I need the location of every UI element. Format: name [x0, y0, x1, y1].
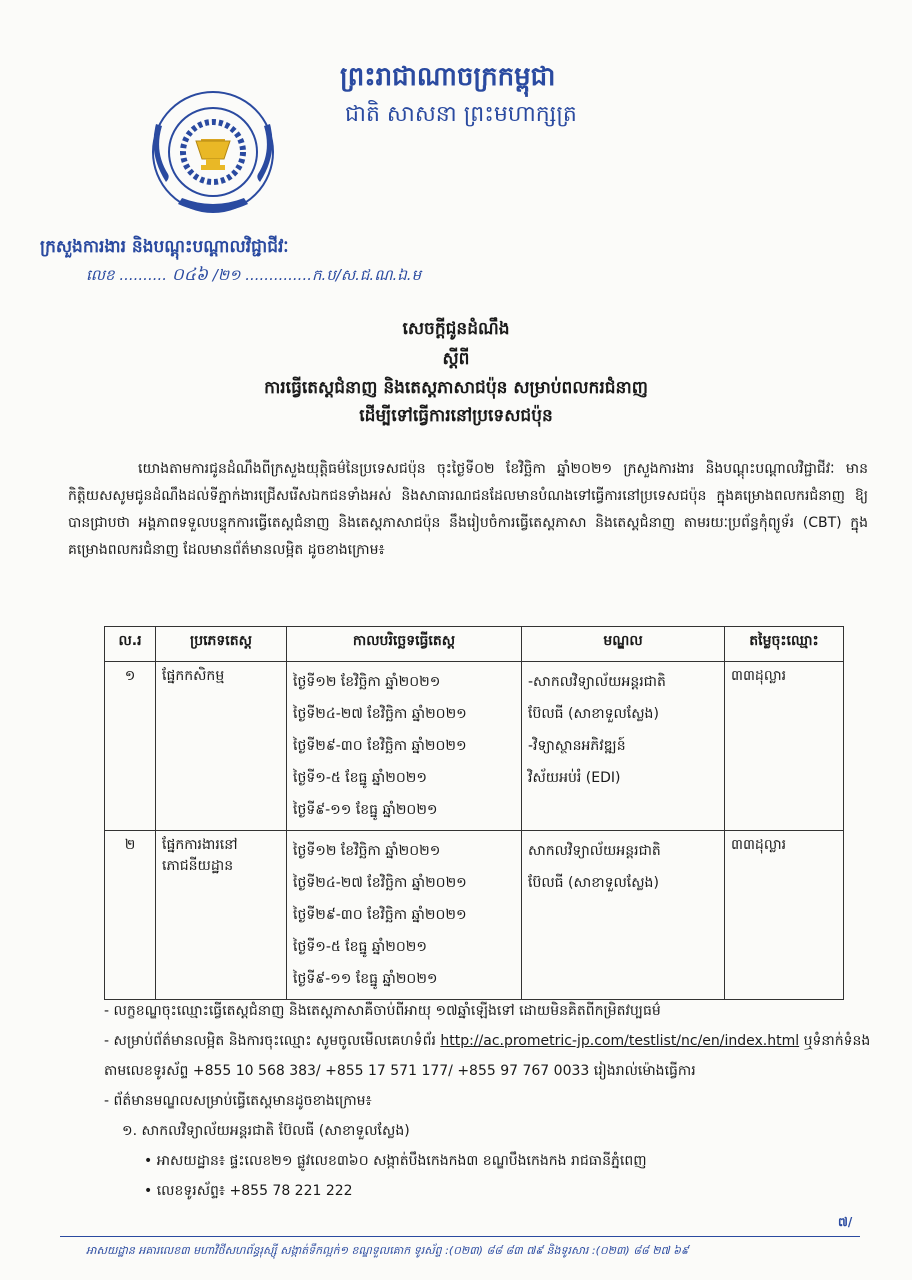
ref-label: លេខ ..........: [86, 266, 168, 284]
ref-year: /២១: [212, 266, 241, 284]
date-item: ថ្ងៃទី៩-១១ ខែធ្នូ ឆ្នាំ២០២១: [293, 971, 438, 987]
center-line: វិស័យអប់រំ (EDI): [528, 770, 621, 786]
table-row: [105, 662, 844, 831]
table-row: [105, 831, 844, 1000]
note-centers-heading: - ព័ត៌មានមណ្ឌលសម្រាប់ធ្វើតេស្តមានដូចខាងក្រោម៖: [104, 1093, 372, 1109]
row-fee: ៣៣ដុល្លារ: [725, 662, 844, 831]
row-fee: ៣៣ដុល្លារ: [725, 831, 844, 1000]
national-motto: ជាតិ សាសនា ព្រះមហាក្សត្រ: [345, 102, 577, 127]
note-age-requirement: - លក្ខខណ្ឌចុះឈ្មោះធ្វើតេស្តជំនាញ និងតេស្តភាសាគឺចាប់ពីអាយុ ១៧ឆ្នាំឡើងទៅ ដោយមិនគិតពីកម្រិតវប្បធម៌: [104, 1003, 661, 1019]
page-mark: ៧/: [838, 1215, 853, 1229]
registration-link[interactable]: http://ac.prometric-jp.com/testlist/nc/en/index.html: [440, 1033, 800, 1049]
center-line: សាកលវិទ្យាល័យអន្តរជាតិ: [528, 843, 661, 859]
center-item: ១. សាកលវិទ្យាល័យអន្តរជាតិ ប៊ែលធី (សាខាទួលស្លែង): [122, 1123, 410, 1139]
center-line: -វិទ្យាស្ថានអភិវឌ្ឍន៍: [528, 738, 626, 754]
footer-divider: [60, 1236, 860, 1237]
notice-subject: ការធ្វើតេស្តជំនាញ និងតេស្តភាសាជប៉ុន សម្រាប់ពលករជំនាញ: [264, 378, 648, 398]
row-number: ២: [105, 831, 156, 1000]
note-contact-phone: ឬទំនាក់ទំនងតាមលេខទូរស័ព្ទ +855 10 568 383/ +855 17 571 177/ +855 97 767 0033 រៀងរាល់ម៉ោងធ្វើការ: [104, 1033, 871, 1079]
note-registration-text: - សម្រាប់ព័ត៌មានលម្អិត និងការចុះឈ្មោះ សូមចូលមើលគេហទំព័រ: [104, 1033, 436, 1049]
row-number: ១: [105, 662, 156, 831]
date-item: ថ្ងៃទី២៤-២៧ ខែវិច្ឆិកា ឆ្នាំ២០២១: [293, 875, 467, 891]
kingdom-heading: ព្រះរាជាណាចក្រកម្ពុជា: [340, 62, 556, 92]
col-header-type: ប្រភេទតេស្ត: [156, 627, 287, 662]
ministry-name: ក្រសួងការងារ និងបណ្តុះបណ្តាលវិជ្ជាជីវៈ: [40, 237, 289, 257]
notice-title: សេចក្តីជូនដំណឹង: [402, 319, 510, 339]
center-address: • អាសយដ្ឋាន៖ ផ្ទះលេខ២១ ផ្លូវលេខ៣៦០ សង្កាត់បឹងកេងកង៣ ខណ្ឌបឹងកេងកង រាជធានីភ្នំពេញ: [144, 1153, 647, 1169]
row-center: [522, 831, 725, 1000]
row-test-type: ផ្នែកការងារនៅភោជនីយដ្ឋាន: [156, 831, 287, 1000]
ref-number: ០៤៦: [171, 265, 208, 285]
date-item: ថ្ងៃទី១២ ខែវិច្ឆិកា ឆ្នាំ២០២១: [293, 843, 441, 859]
row-test-type: ផ្នែកកសិកម្ម: [156, 662, 287, 831]
notice-subject-cont: ដើម្បីទៅធ្វើការនៅប្រទេសជប៉ុន: [359, 406, 553, 426]
date-item: ថ្ងៃទី២៤-២៧ ខែវិច្ឆិកា ឆ្នាំ២០២១: [293, 706, 467, 722]
row-dates: [287, 831, 522, 1000]
notes-section: [104, 996, 884, 1206]
center-line: ប៊ែលធី (សាខាទួលស្លែង): [528, 706, 659, 722]
col-header-fee: តម្លៃចុះឈ្មោះ: [725, 627, 844, 662]
footer-address: អាសយដ្ឋាន អគារលេខ៣ មហាវិថីសហព័ន្ធរុស្ស៊ី សង្កាត់ទឹកល្អក់១ ខណ្ឌទួលគោក ទូរស័ព្ទ :(០២៣) ៨៨ ៨៣ ៧៩ និងទូរសារ :(០២៣) ៨៨ ២៧ ៦៩: [86, 1244, 689, 1257]
test-schedule-table: [104, 626, 844, 1000]
row-center: [522, 662, 725, 831]
date-item: ថ្ងៃទី៩-១១ ខែធ្នូ ឆ្នាំ២០២១: [293, 802, 438, 818]
ministry-logo: [138, 84, 288, 224]
center-line: ប៊ែលធី (សាខាទួលស្លែង): [528, 875, 659, 891]
col-header-no: ល.រ: [105, 627, 156, 662]
col-header-dates: កាលបរិច្ឆេទធ្វើតេស្ត: [287, 627, 522, 662]
table-header-row: [105, 627, 844, 662]
intro-paragraph: យោងតាមការជូនដំណឹងពីក្រសួងយុត្តិធម៌នៃប្រទេសជប៉ុន ចុះថ្ងៃទី០២ ខែវិច្ឆិកា ឆ្នាំ២០២១ ក្រសួងការងារ និងបណ្តុះបណ្តាលវិជ្ជាជីវៈ មានកិត្តិយសសូមជូនដំណឹងដល់ទីភ្នាក់ងារជ្រើសរើសឯកជនទាំងអស់ និងសាធារណជនដែលមានបំណងទៅធ្វើការនៅប្រទេសជប៉ុន ក្នុងគម្រោងពលករជំនាញ ឱ្យបានជ្រាបថា អង្គភាពទទួលបន្ទុកការធ្វើតេស្តជំនាញ និងតេស្តភាសាជប៉ុន នឹងរៀបចំការធ្វើតេស្តភាសា និងតេស្តជំនាញ តាមរយៈប្រព័ន្ធកុំព្យូទ័រ (CBT) ក្នុងគម្រោងពលករជំនាញ ដែលមានព័ត៌មានលម្អិត ដូចខាងក្រោម៖: [68, 461, 868, 558]
col-header-center: មណ្ឌល: [522, 627, 725, 662]
reference-number: [86, 264, 421, 289]
date-item: ថ្ងៃទី១២ ខែវិច្ឆិកា ឆ្នាំ២០២១: [293, 674, 441, 690]
note-registration: [104, 1026, 884, 1086]
notice-subject-label: ស្តីពី: [442, 349, 470, 369]
ref-suffix: ..............ក.ប/ស.ជ.ណ.ឯ.ម: [245, 266, 422, 284]
date-item: ថ្ងៃទី២៩-៣០ ខែវិច្ឆិកា ឆ្នាំ២០២១: [293, 907, 467, 923]
row-dates: [287, 662, 522, 831]
center-line: -សាកលវិទ្យាល័យអន្តរជាតិ: [528, 674, 666, 690]
date-item: ថ្ងៃទី១-៥ ខែធ្នូ ឆ្នាំ២០២១: [293, 770, 427, 786]
center-phone: • លេខទូរស័ព្ទ៖ +855 78 221 222: [144, 1183, 353, 1199]
date-item: ថ្ងៃទី១-៥ ខែធ្នូ ឆ្នាំ២០២១: [293, 939, 427, 955]
date-item: ថ្ងៃទី២៩-៣០ ខែវិច្ឆិកា ឆ្នាំ២០២១: [293, 738, 467, 754]
